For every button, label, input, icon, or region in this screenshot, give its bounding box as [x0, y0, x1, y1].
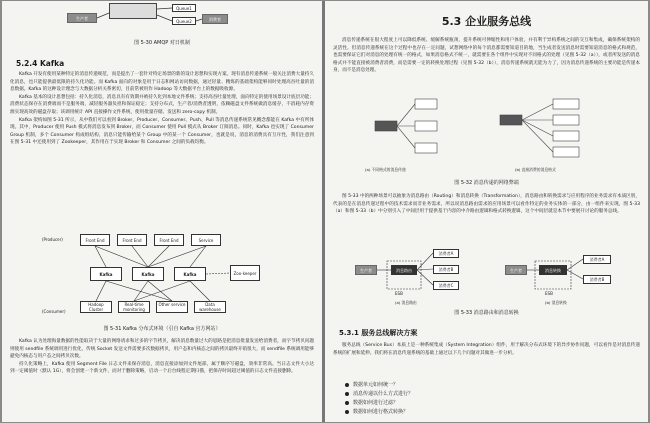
bullet-dot-icon [345, 401, 349, 405]
left-paragraphs-bottom [2, 338, 322, 376]
fig533-caption: 图 5-33 消息路由和消息转换 [454, 310, 519, 316]
bullet-text: 数据单元如何统一？ [353, 382, 399, 388]
chapter-title: 5.3 企业服务总线 [441, 15, 532, 28]
figure-5-30 [2, 1, 322, 49]
paragraph: 持久化策略上，Kafka 使用 Segment File 日志文件来保存消息，消息直接添加到文件尾部，属于顺序写磁盘，效率非常高。当日志文件大小达到一定阈值时（默认 1G），将会创建一个新文件，而对于删除策略，启动一个后台线程定期扫描，把保存时间超过阈值的日志文件直接删除。 [10, 361, 314, 375]
fig530-queue2-box: Queue2 [172, 17, 196, 25]
bullet-dot-icon [345, 392, 349, 396]
bullet-dot-icon [345, 383, 349, 387]
right-paragraphs-end [325, 342, 648, 357]
fig533a-router: 消息路由 [391, 265, 417, 275]
fig531-producer-label: (Producer) [42, 237, 63, 242]
fig533b-transform: 消息转换 [539, 265, 567, 275]
paragraph: Kafka 架构如图 5-31 所示，从中我们可以看到 Broker、Producer、Consumer、Push、Pull 等消息传递系统常见概念都能在 Kafka 中有所体现。其中，Producer 使用 Push 模式将消息发布到 Broker，而 Consumer 使用 Pull 模式从 Broker 订阅消息。同时，Kafka 也实现了 Consumer Group 机制，多个 Consumer 构成组结构，消息只能传输给某个 Group 中的某一个 Consumer，也就是说，消息的消费具有互斥性，我们注意到在图 5-31 中还使用到了 Zookeeper，其作用在于实现 Broker 和 Consumer 之间的负载均衡。 [10, 117, 314, 146]
fig530-caption: 图 5-30 AMQP 对日机制 [134, 40, 190, 46]
fig530-queue1-box: Queue1 [172, 4, 196, 12]
fig531-consumer-2: Real-time monitoring [118, 301, 150, 313]
right-page[interactable] [325, 1, 648, 422]
book-spread [2, 1, 648, 422]
fig533b-consumer-a: 消费者A [583, 255, 611, 264]
fig533-arrows [325, 243, 648, 298]
fig533-sub-b: (b) 消息转换 [545, 300, 567, 305]
bullet-text: 数据如何进行格式转换？ [353, 409, 409, 415]
fig530-producer-box: 生产者 [67, 13, 97, 23]
fig531-consumer-3: Other service [156, 301, 188, 313]
paragraph: Kafka 基本的设计思想包括：持久化消息，消息具有有效期并被持久化到本地文件系统；支持高吞吐量处理，面向特定的使用场景设计底层功能；消费状态保存在消费端而不是服务端，减轻服务器负担和保证稳定；支持分布式，生产者/消费者透明，依赖磁盘文件系统做消息缓存，不消耗内存资源实现高效的磁盘存取；该调用统计 API 直接操作文件系统，使用批量存储、发送和 zero-copy 机制。 [10, 94, 314, 115]
left-paragraphs-top [2, 71, 322, 147]
paragraph: 图 5-33 中的两种场景可以抽象为消息路由（Routing）和消息转换（Transformation），消息路由和转换需求与应用程序的业务需求有本质区别，代表的是在消息传递过程中的技术需求而非业务需求，所以说消息路由需求的应用场景可以看作特定的业务实体的一部分，由一组件来实现。图 5-33（a）和图 5-33（b）中分别引入了中间层用于提供基于内容的中介路由逻辑和格式转换逻辑，这个中间层就是本节中要展开讨论的服务总线。 [333, 194, 640, 215]
fig532-drawing [325, 93, 648, 175]
bullet-list [325, 381, 648, 417]
fig533a-producer: 生产者 [355, 265, 377, 275]
paragraph: 服务总线（Service Bus）本质上是一种系统集成（System Integration）组件，用于解决分布式环境下的异步协作问题，可以看作是对消息传递系统的扩展和延伸。我们将在消息传递系统的基础上通过以下几个问题对其做进一步分析。 [333, 343, 640, 356]
bullet-item [345, 390, 648, 399]
fig533a-consumer-c: 消费者C [433, 281, 459, 290]
paragraph: 消息传递系统在很大程度上可以降低系统、缓解系统瓶颈，提升系统可伸缩性和用户体验，并有利于异构系统之间的交互和集成，确保系统架构的灵活性。但消息传递系统在这个过程中也存在一定问题，试想网络中的每个消息都需要知道目的地，当生成者发送消息时需要知道消息的格式和规范，也需要保证它们对消息的处理有统一的格式，如果消息格式不统一，就需要在各个组件中实现对不同格式的处理（见图 5-32（a）），或者所发送的消息格式并不能直接被消费者消费，而是需要一定的转换处理过程（见图 5-32（b）），消息传递系统就无能为力了，因为消息传递系统的主要功能是传递本身，而不是消息处理。 [333, 38, 640, 74]
fig531-producer-3: Front End [154, 234, 184, 246]
fig532-sub-b: (b) 直接消费的消息格式 [515, 167, 556, 172]
bullet-text: 消息传递以什么方式进行？ [353, 391, 414, 397]
fig533b-producer: 生产者 [505, 265, 527, 275]
section-title-kafka: 5.2.4 Kafka [16, 59, 65, 68]
fig532-sub-a: (a) 不同格式的消息传递 [365, 167, 406, 172]
right-paragraphs-mid [325, 193, 648, 216]
bullet-item [345, 399, 648, 408]
fig533-sub-a: (a) 消息路由 [395, 300, 417, 305]
paragraph: Kafka 开发有使用某种特定的消息传递规范，而是提出了一套针对特定场景的新的设计思想和实现方案。现有消息传递系统一般关注消费大量持久化消息，也只能提供最低限的持久化功能。而 Kafka 面向的对象是用于日志和网站访问数据，通过轻量、精炼的基础架构能够同时处理高吞吐量的消息数据。Kafka 的这种设计理念与大数据分析关系密切，目前常被用作 Hadoop 等大数据平台上的数据吸收源。 [10, 72, 314, 93]
fig533a-consumer-a: 消费者A [433, 249, 459, 258]
right-paragraphs-top [325, 37, 648, 75]
figure-5-33 [325, 243, 648, 318]
fig531-zookeeper: Zoo-keeper [230, 265, 260, 281]
fig531-broker-2: Kafka [132, 267, 164, 281]
fig533a-esb: ESB [395, 291, 403, 296]
fig531-producer-1: Front End [80, 234, 110, 246]
fig531-producer-2: Front End [117, 234, 147, 246]
subsection-title: 5.3.1 服务总线解决方案 [339, 329, 418, 337]
figure-5-32 [325, 93, 648, 188]
figure-5-31 [2, 231, 322, 336]
bullet-item [345, 408, 648, 417]
fig533a-consumer-b: 消费者B [433, 265, 459, 274]
bullet-item [345, 381, 648, 390]
fig531-arrows [2, 231, 322, 331]
left-page[interactable] [2, 1, 322, 422]
fig532-caption: 图 5-32 消息传递的网络弊端 [454, 180, 519, 186]
fig531-caption: 图 5-31 Kafka 分布式环境（引自 Kafka 官方网站） [103, 326, 221, 332]
fig530-consumer-box: 消费者 [202, 14, 228, 24]
fig530-arrows [2, 1, 322, 31]
fig531-consumer-1: Hadoop Cluster [80, 301, 112, 313]
paragraph: Kafka 认为处理海量数据的性能取决于大量的网络请求和过多的字节拷贝，解决消息数量过大的思路是把消息批量发送给消费者，而字节拷贝问题则使用 sendfile 系统调用进行优化，传统 Socket 发送文件需要多次数据拷贝，用户态和内核态之间的拷贝最终开销很大，而 sendfile 系统调用能够避免内核态与用户态之间拷贝次数。 [10, 339, 314, 360]
fig531-broker-3: Kafka [174, 267, 206, 281]
fig533b-consumer-b: 消费者B [583, 275, 611, 284]
fig531-consumer-label: (Consumer) [42, 309, 66, 314]
fig531-broker-1: Kafka [90, 267, 122, 281]
fig531-consumer-4: Data warehouse [194, 301, 226, 313]
fig533b-esb: ESB [545, 291, 553, 296]
bullet-dot-icon [345, 410, 349, 414]
fig531-producer-4: Service [191, 234, 221, 246]
bullet-text: 数据如何进行过滤？ [353, 400, 399, 406]
